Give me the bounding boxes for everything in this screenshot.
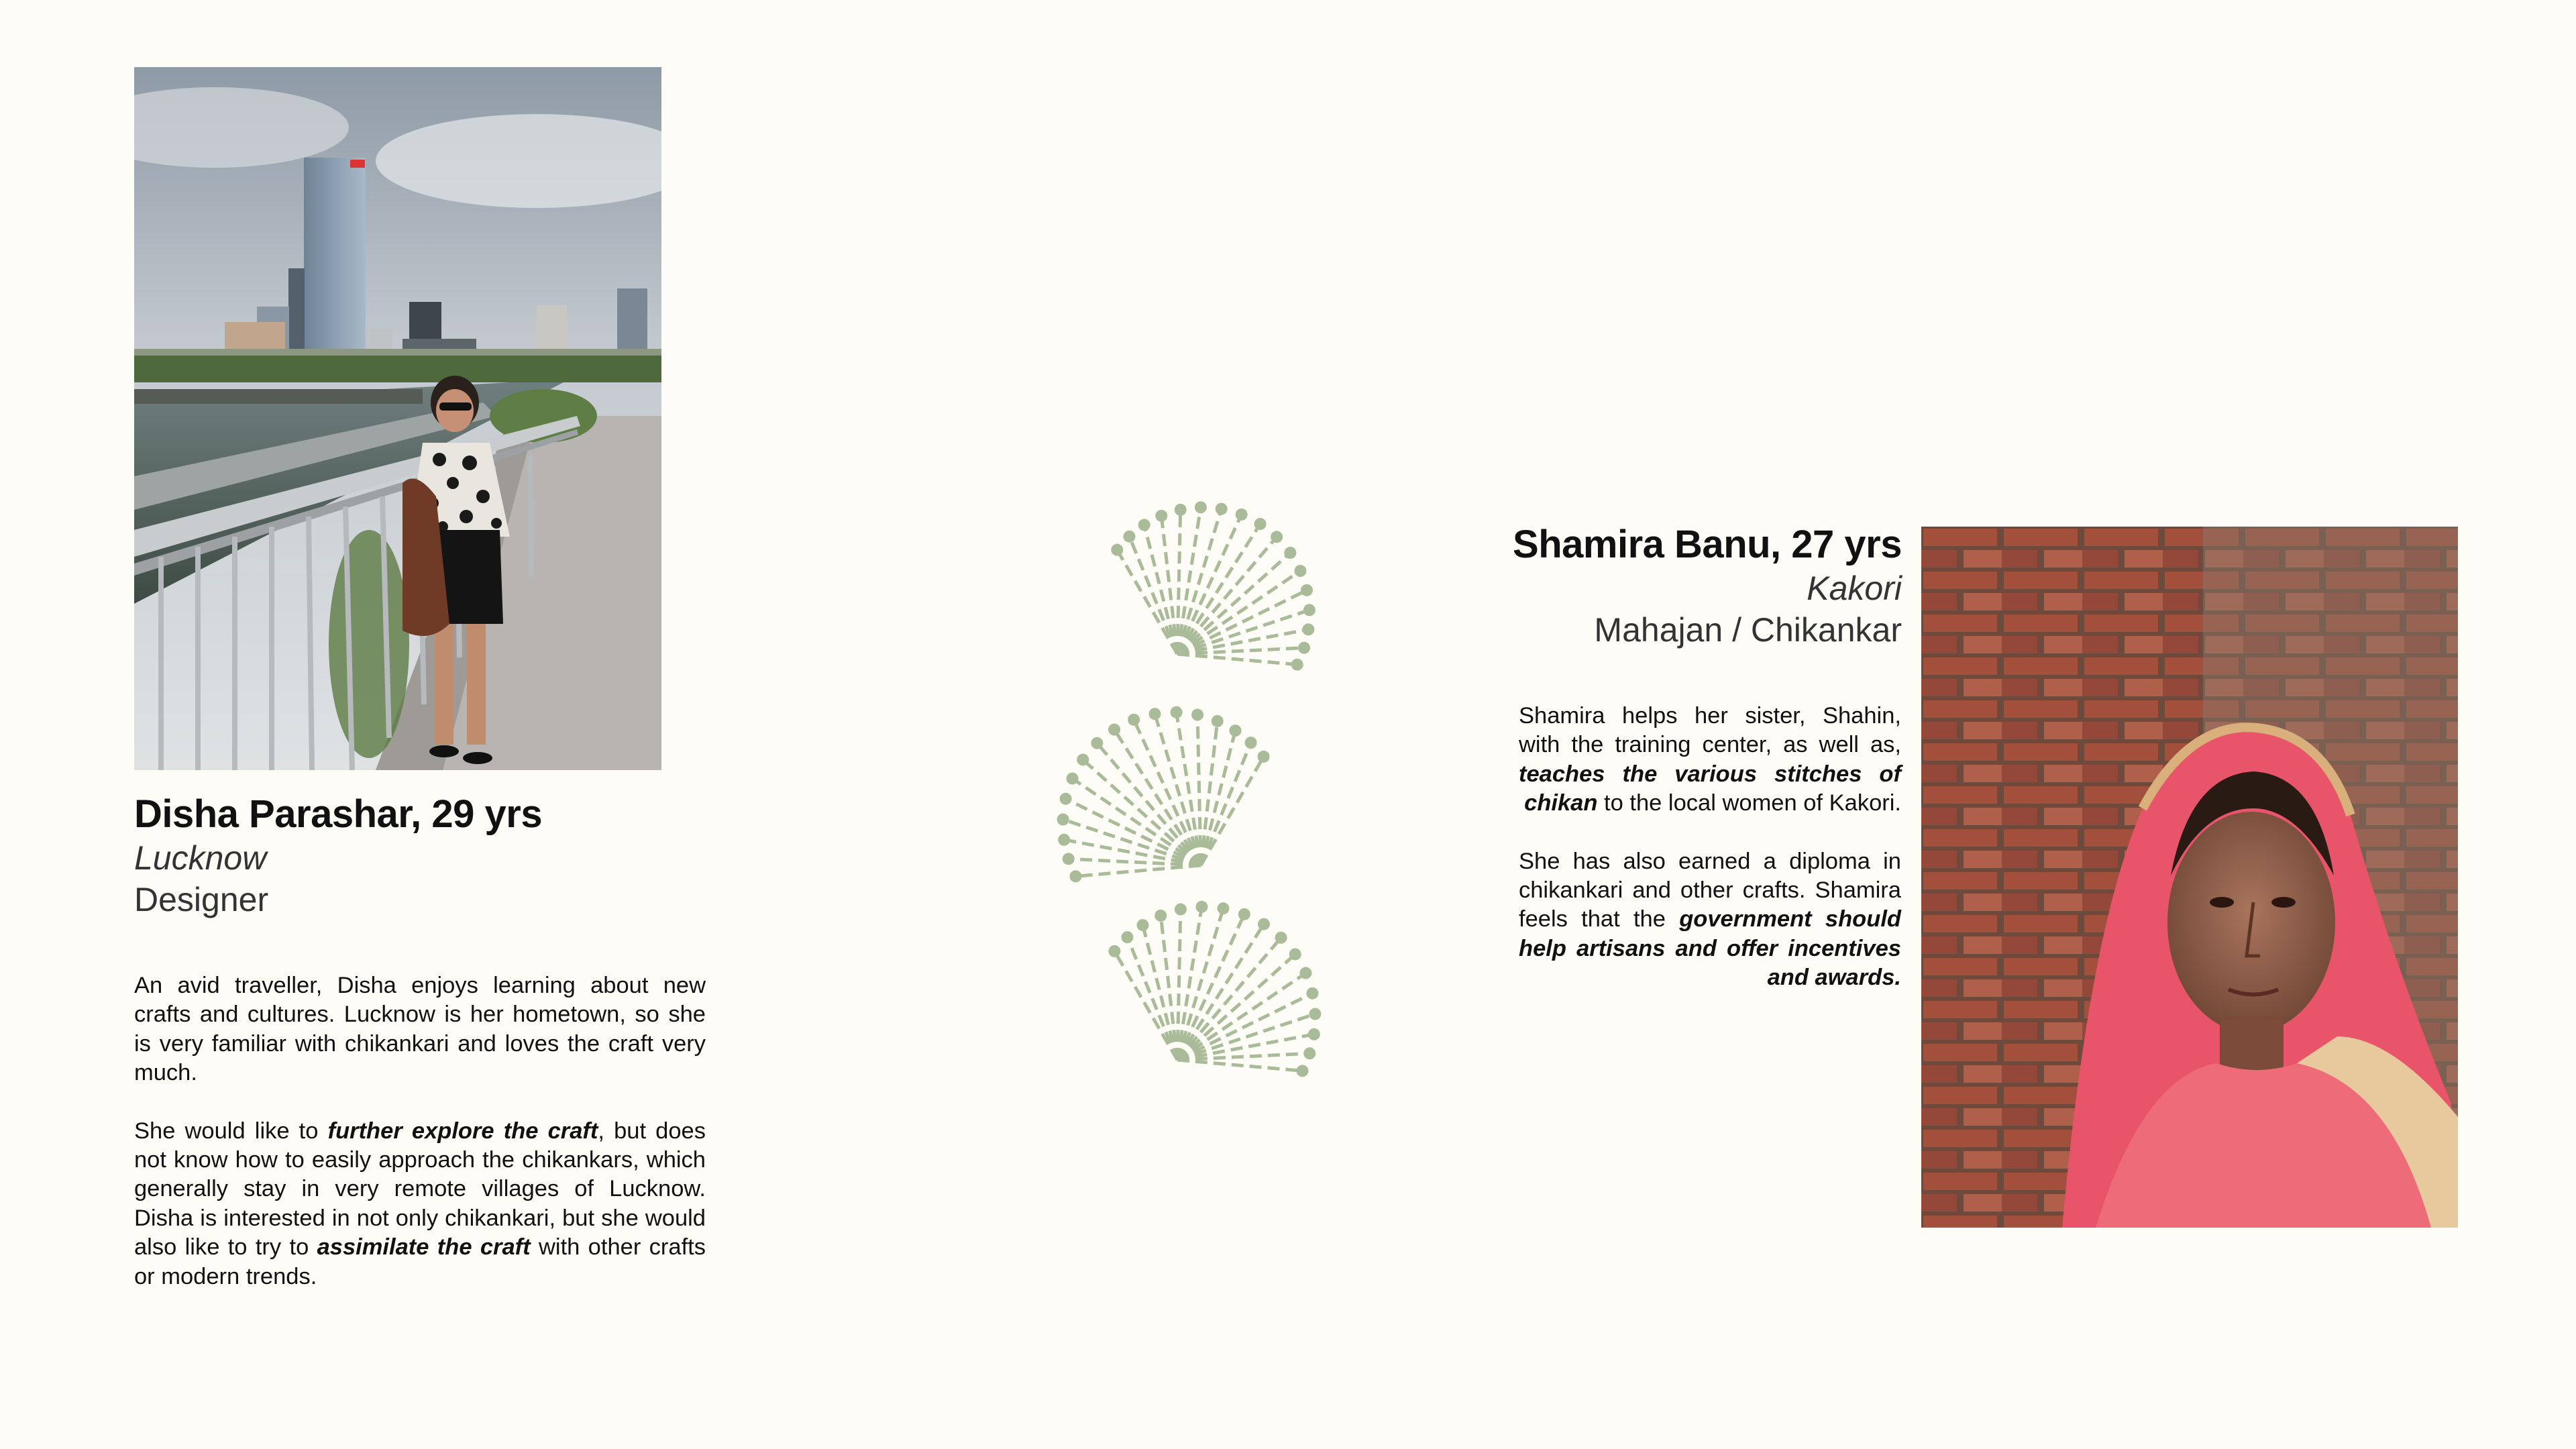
motif-stitch-dot bbox=[1108, 724, 1120, 736]
shamira-persona-header bbox=[1409, 522, 1902, 651]
shamira-p2-emphasis: government should help artisans and offer incentives and awards. bbox=[1519, 906, 1901, 991]
motif-stitch-ray bbox=[1177, 908, 1224, 1060]
motif-stitch-dot bbox=[1238, 908, 1250, 920]
motif-stitch-dot bbox=[1216, 503, 1228, 515]
disha-name: Disha Parashar, 29 yrs bbox=[134, 792, 543, 836]
motif-fan bbox=[1057, 706, 1270, 883]
disha-p2-text: with other crafts or modern trends. bbox=[134, 1234, 706, 1289]
motif-stitch-dot bbox=[1138, 519, 1150, 531]
motif-stitch-dot bbox=[1218, 902, 1230, 914]
shamira-name: Shamira Banu, 27 yrs bbox=[1513, 523, 1902, 566]
shamira-place: Kakori bbox=[1807, 570, 1902, 607]
motif-stitch-dot bbox=[1298, 642, 1310, 654]
motif-fan bbox=[1111, 501, 1316, 670]
shamira-role: Mahajan / Chikankar bbox=[1594, 611, 1902, 649]
motif-stitch-dot bbox=[1175, 904, 1187, 916]
motif-stitch-dot bbox=[1302, 623, 1314, 635]
motif-stitch-dot bbox=[1148, 708, 1161, 720]
motif-stitch-dot bbox=[1057, 814, 1069, 826]
motif-stitch-dot bbox=[1306, 987, 1318, 1000]
motif-stitch-dot bbox=[1108, 945, 1120, 957]
motif-stitch-ray bbox=[1144, 525, 1177, 654]
motif-stitch-dot bbox=[1195, 901, 1208, 913]
motif-stitch-dot bbox=[1058, 834, 1070, 846]
motif-stitch-dot bbox=[1195, 501, 1207, 513]
motif-stitch-dot bbox=[1091, 737, 1103, 749]
motif-stitch-ray bbox=[1117, 550, 1177, 654]
motif-stitch-dot bbox=[1212, 715, 1224, 727]
motif-stitch-dot bbox=[1271, 531, 1283, 543]
shamira-description bbox=[1519, 702, 1901, 993]
motif-stitch-dot bbox=[1296, 1065, 1308, 1077]
disha-paragraph-1: An avid traveller, Disha enjoys learning about new crafts and cultures. Lucknow is her hometown, so she is very familiar with chikankari and loves the craft very much. bbox=[134, 973, 706, 1086]
motif-stitch-dot bbox=[1111, 544, 1123, 556]
motif-stitch-dot bbox=[1128, 714, 1140, 726]
disha-p2-emphasis-2: assimilate the craft bbox=[317, 1234, 531, 1260]
motif-stitch-dot bbox=[1284, 547, 1296, 559]
shamira-paragraph-1 bbox=[1519, 702, 1901, 818]
motif-fan bbox=[1108, 901, 1321, 1077]
disha-p2-emphasis-1: further explore the craft bbox=[327, 1118, 598, 1144]
shamira-paragraph-2 bbox=[1519, 847, 1901, 993]
motif-stitch-ray bbox=[1143, 925, 1177, 1060]
motif-stitch-dot bbox=[1175, 504, 1187, 516]
motif-stitch-dot bbox=[1258, 918, 1270, 930]
motif-stitch-ray bbox=[1177, 509, 1222, 654]
motif-stitch-dot bbox=[1303, 1047, 1316, 1059]
motif-stitch-ray bbox=[1177, 1060, 1302, 1071]
motif-stitch-dot bbox=[1124, 531, 1136, 543]
motif-stitch-dot bbox=[1275, 932, 1287, 944]
motif-stitch-dot bbox=[1299, 967, 1311, 979]
motif-stitch-dot bbox=[1236, 508, 1248, 521]
motif-stitch-dot bbox=[1137, 919, 1149, 931]
disha-role: Designer bbox=[134, 881, 269, 918]
motif-stitch-dot bbox=[1191, 709, 1203, 721]
motif-stitch-ray bbox=[1177, 654, 1297, 665]
disha-persona-header bbox=[134, 792, 738, 920]
paisley-stitch-motif bbox=[1046, 483, 1375, 1127]
motif-stitch-dot bbox=[1309, 1008, 1321, 1020]
motif-stitch-dot bbox=[1171, 706, 1183, 718]
disha-p2-text: , but does not know how to easily approach the chikankars, which generally stay in very remote villages of Lucknow. Disha is interested in not only chikankari, but she would also like to try to bbox=[134, 1118, 706, 1260]
disha-description bbox=[134, 971, 706, 1291]
shamira-p2-text: She has also earned a diploma in chikankari and other crafts. Shamira feels that the bbox=[1519, 848, 1901, 932]
motif-stitch-dot bbox=[1245, 737, 1257, 749]
disha-photo bbox=[134, 67, 661, 770]
motif-stitch-ray bbox=[1155, 714, 1201, 865]
motif-stitch-dot bbox=[1229, 724, 1241, 737]
shamira-p1-emphasis: teaches the various stitches of chikan bbox=[1519, 761, 1901, 816]
motif-stitch-ray bbox=[1201, 731, 1235, 865]
motif-stitch-dot bbox=[1303, 604, 1316, 616]
motif-stitch-dot bbox=[1289, 948, 1301, 960]
motif-stitch-dot bbox=[1070, 870, 1082, 882]
shamira-p1-text: to the local women of Kakori. bbox=[1597, 790, 1901, 816]
disha-place: Lucknow bbox=[134, 839, 267, 877]
disha-p2-text: She would like to bbox=[134, 1118, 328, 1144]
motif-stitch-dot bbox=[1155, 510, 1167, 522]
motif-stitch-dot bbox=[1291, 659, 1303, 671]
motif-stitch-dot bbox=[1155, 910, 1167, 922]
motif-stitch-dot bbox=[1063, 853, 1075, 865]
disha-paragraph-2 bbox=[134, 1117, 706, 1291]
motif-stitch-dot bbox=[1067, 773, 1079, 785]
motif-stitch-dot bbox=[1294, 565, 1306, 577]
motif-stitch-dot bbox=[1077, 753, 1089, 765]
motif-stitch-dot bbox=[1060, 793, 1072, 805]
motif-stitch-dot bbox=[1301, 584, 1313, 596]
motif-stitch-ray bbox=[1177, 553, 1290, 654]
shamira-p1-text: Shamira helps her sister, Shahin, with the training center, as well as, bbox=[1519, 703, 1901, 758]
motif-stitch-dot bbox=[1308, 1028, 1320, 1040]
motif-stitch-ray bbox=[1076, 865, 1201, 876]
motif-stitch-dot bbox=[1121, 931, 1133, 943]
shamira-photo bbox=[1921, 527, 2458, 1228]
motif-stitch-dot bbox=[1254, 518, 1267, 530]
motif-stitch-dot bbox=[1258, 751, 1270, 763]
